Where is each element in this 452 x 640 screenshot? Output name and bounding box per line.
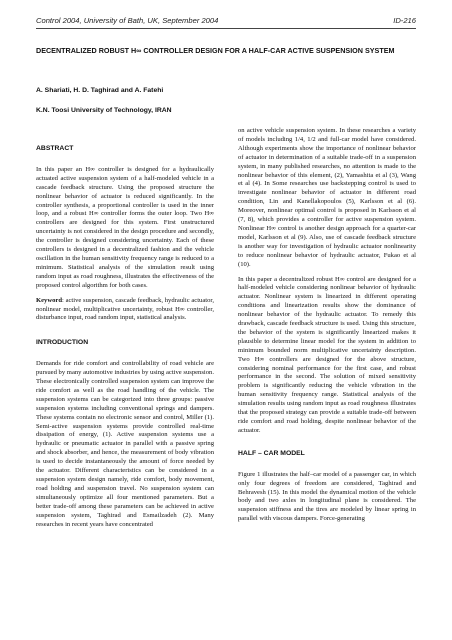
keyword-label: Keyword xyxy=(36,296,63,304)
introduction-heading: INTRODUCTION xyxy=(36,339,89,347)
right-column xyxy=(238,127,416,524)
intro-continued-paragraph: on active vehicle suspension system. In these researches a variety of models including 1/4, 1/2 and full-car model have considered. Although experiments show the importance of nonlinear behavior of actuator in determination of a suitable trade-off in a suspension system, in many published researches, no attention is made to the nonlinear behavior of this element, (2), Yamashita et al (3), Wang et al (4). In Some researches use backstepping control is used to investigate nonlinear behavior of actuator in different road condition, Lin and Kanellakopoulos (5), Karlsson et al (6). Moreover, nonlinear optimal control is proposed in Karlsson et al (7, 8), which provides a controller for active suspension system. Nonlinear H∞ control is another design approach for a quarter-car model, Karlsson et al (9). Also, use of cascade feedback structure is another way for investigation of hydraulic actuator nonlinearity to reduce nonlinear behavior of hydraulic actuator, Fukao et al (10). xyxy=(238,127,416,268)
keyword-list: : active suspension, cascade feedback, hydraulic actuator, nonlinear model, multiplicative uncertainty, robust H∞ controller, disturbance input, road random input, statistical analysis. xyxy=(36,296,214,322)
header-rule xyxy=(36,28,416,29)
paper-id: ID-216 xyxy=(393,16,416,25)
keywords xyxy=(36,297,214,324)
halfcar-heading: HALF – CAR MODEL xyxy=(238,449,305,457)
left-column xyxy=(36,145,214,529)
abstract-heading: ABSTRACT xyxy=(36,145,74,152)
conference-name: Control 2004, University of Bath, UK, September 2004 xyxy=(36,16,219,25)
introduction-text: Demands for ride comfort and controllability of road vehicle are pursued by many automotive industries by using active suspension. These electronically controlled suspension system can improve the ride comfort as well as the road handling of the vehicle. The suspension systems can be categorized into three groups: passive suspension systems including conventional springs and dampers. These systems contain no electronic sensor and control, Miller (1). Semi-active suspension systems provide controlled real-time dissipation of energy, (1). Active suspension systems use a hydraulic or pneumatic actuator in parallel with a passive spring and shock absorber, and hence, the measurement of body vibration is used to decide instantaneously the amount of force needed by the actuator. Different characteristics can be considered in a suspension system design namely, ride comfort, body movement, road holding and suspension travel. No suspension system can simultaneously optimize all four mentioned parameters. But a better trade-off among these parameters can be achieved in active suspension system, Taghirad and Esmailzadeh (2). Many researches in recent years have concentrated xyxy=(36,360,214,528)
abstract-text: In this paper an H∞ controller is designed for a hydraulically actuated active suspension system of a half-modeled vehicle in a cascade feedback structure. Using the proposed structure the nonlinear behavior of actuator is reduced significantly. In the controller synthesis, a proportional controller is used in the inner loop, and a robust H∞ controller forms the outer loop. Two H∞ controllers are designed for this system. First unstructured uncertainty is not considered in the design procedure and secondly, the controller is designed considering uncertainty. Each of these controllers is designed in a decentralized fashion and the vehicle oscillation in the human sensitivity frequency range is reduced to a minimum. Statistical analysis of the simulation result using random input as road roughness, illustrates the effectiveness of the proposed control algorithm for both cases. xyxy=(36,165,214,289)
affiliation: K.N. Toosi University of Technology, IRAN xyxy=(36,107,172,114)
halfcar-paragraph: Figure 1 illustrates the half–car model of a passenger car, in which only four degrees of freedom are considered, Taghirad and Behravesh (15). In this model the dynamical motion of the vehicle body and two axles in longitudinal plane is considered. The suspension stiffness and the tires are modeled by linear spring in parallel with viscous dampers. Force-generating xyxy=(238,470,416,523)
author-list: A. Shariati, H. D. Taghirad and A. Fatehi xyxy=(36,87,164,94)
paper-title: DECENTRALIZED ROBUST H∞ CONTROLLER DESIGN FOR A HALF-CAR ACTIVE SUSPENSION SYSTEM xyxy=(36,46,395,55)
contribution-paragraph: In this paper a decentralized robust H∞ control are designed for a half-modeled vehicle considering nonlinear behavior of hydraulic actuator. Nonlinear system is linearized in different operating conditions and linearization results show the dominance of nonlinear behavior of the hydraulic actuator. To remedy this drawback, cascade feedback structure is used. Using this structure, the behavior of the system is significantly linearized makes it plausible to determine linear model for the system in addition to minimum bounded norm multiplicative uncertainty description. Two H∞ controllers are designed for the above structure, considering nominal performance for the first case, and robust performance in the second. The solution of mixed sensitivity problem is significantly reducing the vehicle vibration in the human sensitivity frequency range. Statistical analysis of the simulation results using random input as road roughness illustrates that the proposed strategy can provide a suitable trade-off between ride comfort and road holding, despite nonlinear behavior of the actuator. xyxy=(238,275,416,434)
